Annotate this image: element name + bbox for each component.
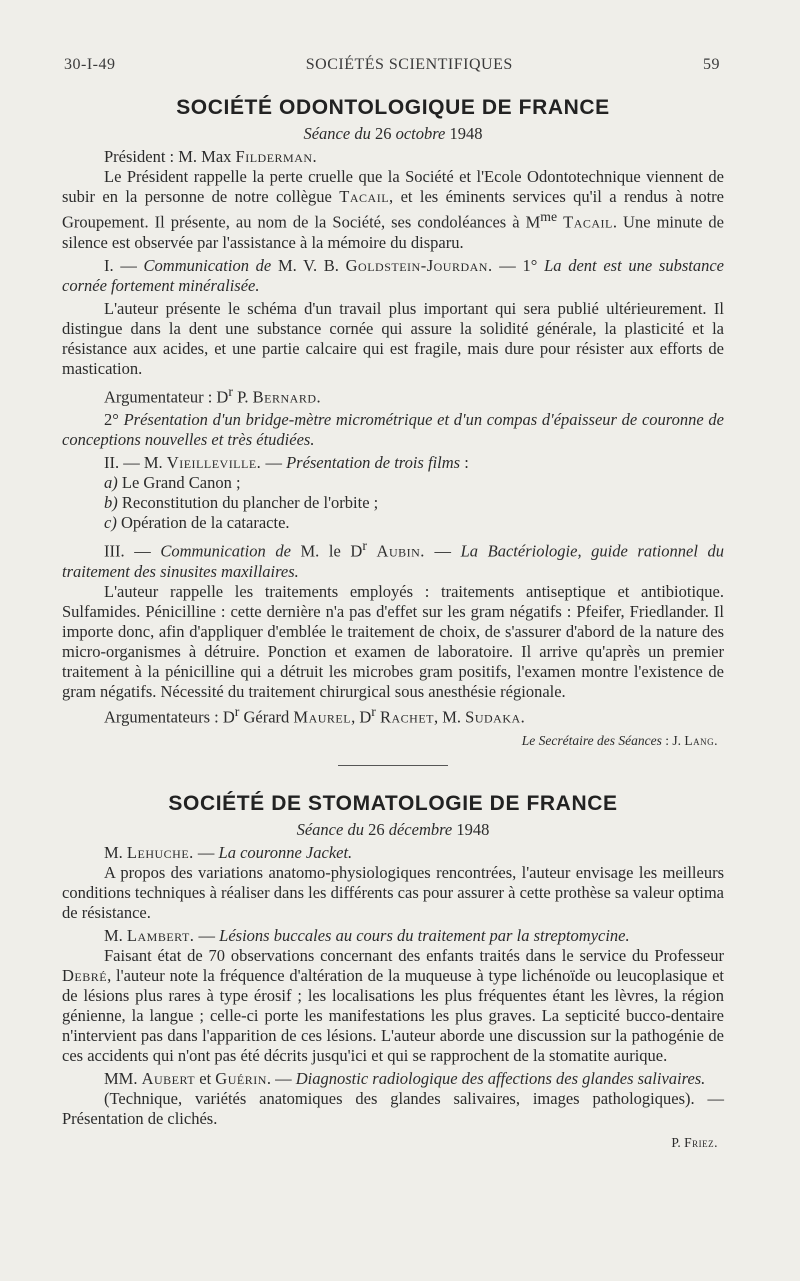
argumentateurs-3 [62, 702, 724, 728]
text-run: MM. [104, 1069, 142, 1088]
italic-run: Communication de [143, 255, 272, 275]
seance-month: octobre [395, 124, 446, 143]
text-run: P. [232, 387, 253, 406]
item-text: Opération de la cataracte. [116, 513, 290, 532]
communication-title: La dent est une substance cornée fortement minéralisée. [62, 255, 724, 295]
president-line [62, 147, 724, 167]
person-name: Guérin [215, 1069, 267, 1088]
lecture-1-heading [62, 843, 724, 863]
text-run: : J. [661, 733, 685, 748]
item-text: Le Grand Canon ; [117, 473, 241, 492]
superscript: r [371, 703, 376, 719]
person-name: Aubin. [376, 541, 425, 561]
lecture-2-heading [62, 926, 724, 946]
text-run: Gérard [239, 707, 294, 726]
text-run: , M. [434, 707, 466, 726]
superscript: r [234, 703, 240, 719]
header-section: SOCIÉTÉS SCIENTIFIQUES [305, 56, 513, 73]
seance-year: 1948 [445, 124, 483, 143]
text-run: — [261, 453, 287, 472]
text-run: — [194, 926, 220, 945]
president-label: Président : M. Max [104, 147, 236, 166]
author-signature [62, 1133, 724, 1153]
person-name: Tacail [339, 187, 390, 206]
text-run: — [193, 843, 219, 862]
seance-month: décembre [388, 820, 453, 839]
seance-year: 1948 [452, 820, 490, 839]
person-name: Goldstein-Jourdan. [345, 255, 493, 275]
lecture-3-heading [62, 1069, 724, 1089]
item-marker: b) [104, 493, 118, 512]
superscript: r [228, 383, 233, 399]
page-number: 59 [703, 56, 720, 73]
person-name: Bernard. [252, 387, 322, 406]
lecture-1-body: A propos des variations anatomo-physiologiques rencontrées, l'auteur envisage les meilleurs conditions techniques à réaliser dans les différents cas pour assurer à cette prothèse sa valeur optima de résistance. [62, 863, 724, 922]
list-item [62, 473, 724, 493]
text-run: , l'auteur note la fréquence d'altération de la muqueuse à type lichénoïde ou leucoplasique et de lésions plus rares à type érosif ; les localisations les plus fréquentes étant les lèvres, la région génienne, la langue ; celle-ci porte les manifestations les plus graves. La septicité bucco-dentaire n'intervient pas dans l'apparition de ces lésions. L'auteur aborde une discussion sur la pathogénie de ces accidents qui n'ont pas été décrits jusqu'ici et qui se rapprochent de la stomatite aurique. [62, 966, 724, 1065]
text-run: — [424, 541, 461, 561]
communication-title: Présentation d'un bridge-mètre micrométrique et d'un compas d'épaisseur de couronne de conceptions nouvelles et très étudiées. [62, 410, 724, 449]
text-run: . Une minute de silence est observée par l'assistance à la mémoire du disparu. [62, 212, 725, 252]
seance-label: Séance du [303, 124, 371, 143]
intro-paragraph [62, 167, 724, 253]
person-name: Sudaka. [465, 707, 526, 726]
lecture-title: La couronne Jacket. [218, 843, 353, 862]
person-name: Lang. [684, 733, 718, 748]
signature-label: Le Secrétaire des Séances [521, 733, 662, 748]
seance-label: Séance du [296, 820, 364, 839]
seance-date-1 [62, 124, 724, 144]
text-run: M. V. B. [271, 255, 346, 275]
films-list [62, 473, 724, 533]
secretary-signature [62, 731, 724, 751]
communication-1-part-2 [62, 410, 724, 450]
communication-2-heading [62, 453, 724, 473]
lecture-2-body [62, 946, 724, 1066]
text-run: Faisant état de 70 observations concernant des enfants traités dans le service du Professeur [104, 946, 724, 965]
text-run: I. — [104, 255, 144, 275]
text-run [367, 542, 377, 561]
text-run: — 1° [492, 255, 545, 275]
person-name: Maurel [293, 707, 352, 726]
text-run: (Technique, variétés anatomiques des glandes salivaires, images pathologiques). — Présentation de clichés. [62, 1089, 724, 1128]
lecture-title: Diagnostic radiologique des affections des glandes salivaires. [295, 1069, 706, 1088]
text-run: Le Président rappelle la perte cruelle que la Société et l'Ecole Odontotechnique viennent de subir en la personne de notre collègue [62, 167, 724, 206]
text-run: M. le D [290, 541, 363, 561]
person-name: Vieilleville. [166, 453, 262, 472]
superscript: r [362, 538, 367, 553]
communication-3-body: L'auteur rappelle les traitements employés : traitements antiseptique et antibiotique. Sulfamides. Pénicilline : cette dernière n'a pas d'effet sur les gram négatifs : Pfeifer, Friedlander. Il importe donc, afin d'appliquer d'emblée le traitement de choix, de s'assurer d'abord de la nature des micro-organismes à détruire. Ponction et examen de laboratoire. Il arrive qu'après un premier traitement à la pénicilline qui a détruit les microbes gram positifs, l'examen montre l'existence de gram négatifs. Nécessité du traitement chirurgical sous anesthésie régionale. [62, 581, 724, 701]
text-run: et [195, 1069, 216, 1088]
person-name: Rachet [379, 707, 434, 726]
communication-1-heading [62, 256, 724, 296]
communication-title: Présentation de trois films [286, 453, 461, 472]
running-head [64, 56, 720, 74]
person-name: Friez. [684, 1135, 718, 1150]
person-name: Debré [62, 966, 108, 985]
seance-day: 26 [363, 820, 389, 839]
person-name: Aubert [141, 1069, 196, 1088]
text-run: II. — M. [104, 453, 167, 472]
person-name: Tacail [563, 212, 613, 232]
item-marker: a) [104, 473, 118, 492]
section-title-stomatologie: SOCIÉTÉ DE STOMATOLOGIE DE FRANCE [168, 792, 618, 815]
section-divider [338, 765, 448, 766]
communication-title: La Bactériologie, guide rationnel du traitement des sinusites maxillaires. [62, 541, 725, 581]
text-run: : [460, 453, 469, 472]
item-marker: c) [104, 513, 117, 532]
text-run: , et les éminents services qu'il a rendus à notre Groupement. Il présente, au nom de la Société, ses condoléances à M [62, 187, 724, 232]
superscript: me [540, 209, 558, 224]
text-run: . — [266, 1069, 296, 1088]
text-run: , D [351, 707, 372, 726]
communication-3-heading [62, 536, 724, 582]
item-text: Reconstitution du plancher de l'orbite ; [117, 493, 379, 512]
lecture-3-body [62, 1089, 724, 1129]
seance-day: 26 [370, 124, 396, 143]
seance-date-2 [62, 820, 724, 840]
president-name: Filderman. [235, 147, 318, 166]
list-item [62, 513, 724, 533]
article-body [62, 96, 724, 1153]
argumentateur-1 [62, 382, 724, 408]
lecture-title: Lésions buccales au cours du traitement par la streptomycine. [219, 926, 630, 945]
person-name: Lehuche. [126, 843, 194, 862]
text-run: 2° [104, 410, 124, 429]
section-title-odontologique: SOCIÉTÉ ODONTOLOGIQUE DE FRANCE [176, 96, 610, 119]
text-run: M. [104, 843, 127, 862]
list-item [62, 493, 724, 513]
text-run: III. — [104, 541, 161, 561]
text-run: Argumentateur : D [104, 387, 229, 406]
text-run: M. [104, 926, 127, 945]
italic-run: Communication de [160, 541, 291, 561]
text-run: Argumentateurs : D [104, 707, 235, 726]
text-run: P. [671, 1135, 685, 1150]
person-name: Lambert. [126, 926, 195, 945]
communication-1-body: L'auteur présente le schéma d'un travail plus important qui sera publié ultérieurement. Il distingue dans la dent une substance cornée qui assure la solidité générale, la plasticité et la résistance aux acides, et une partie calcaire qui est fragile, mais dure pour résister aux efforts de mastication. [62, 298, 724, 378]
header-date: 30-I-49 [64, 56, 116, 73]
